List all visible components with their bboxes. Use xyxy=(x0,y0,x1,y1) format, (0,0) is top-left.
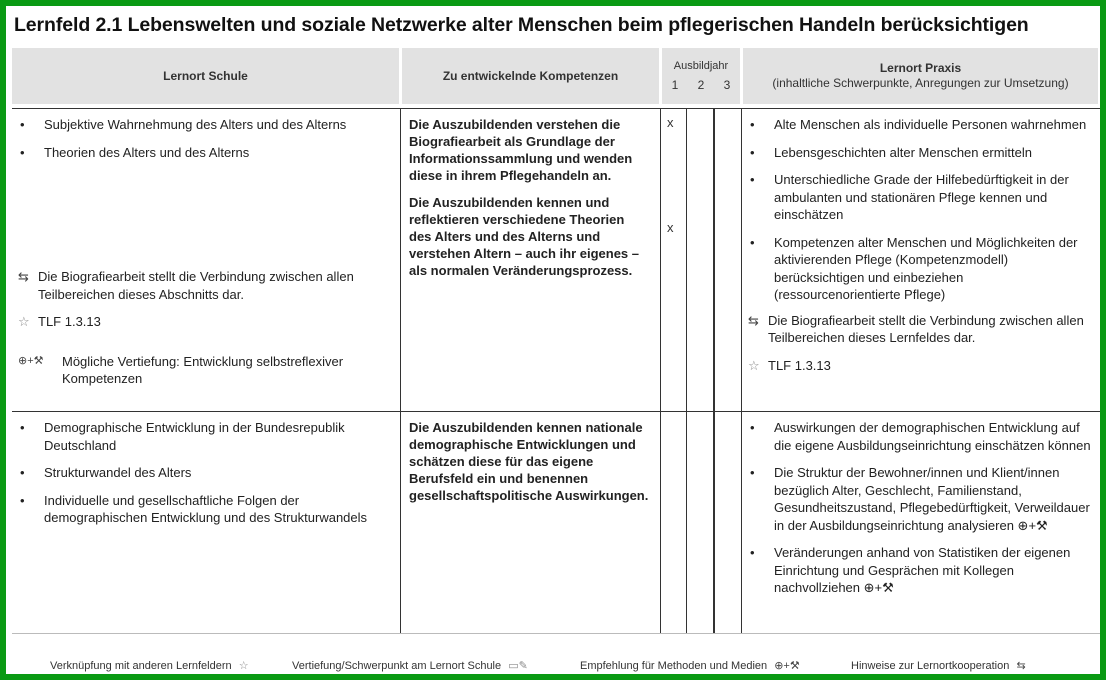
legend-text: Verknüpfung mit anderen Lernfeldern xyxy=(50,660,232,672)
note-text: Die Biografiearbeit stellt die Verbindung zwischen allen Teilbereichen dieses Lernfeldes dar. xyxy=(768,312,1084,345)
list-item: • Strukturwandel des Alters xyxy=(18,464,388,482)
praxis-subtitle: (inhaltliche Schwerpunkte, Anregungen zur Umsetzung) xyxy=(772,76,1069,90)
row1-schule-notes xyxy=(18,268,388,398)
book-pen-icon: ▭✎ xyxy=(508,660,528,672)
note-text: Die Biografiearbeit stellt die Verbindung zwischen allen Teilbereichen dieses Abschnitts dar. xyxy=(38,269,354,302)
jahr-2: 2 xyxy=(697,78,705,92)
praxis-title: Lernort Praxis xyxy=(879,61,962,75)
ausbildungsjahr-label: Ausbildjahr xyxy=(673,60,729,72)
star-icon: ☆ xyxy=(748,357,760,373)
column-divider xyxy=(741,108,742,633)
list-item: • Theorien des Alters und des Alterns xyxy=(18,144,388,162)
kompetenz-text: Die Auszubildenden kennen und reflektieren verschiedene Theorien des Alters und des Alterns und verstehen Altern – auch ihr eigenes – als normalen Veränderungsprozess. xyxy=(409,195,639,278)
note-text: TLF 1.3.13 xyxy=(38,314,101,329)
list-item: • Unterschiedliche Grade der Hilfebedürftigkeit in der ambulanten und stationären Pflege kennen und einschätzen xyxy=(748,171,1092,224)
jahr-3: 3 xyxy=(723,78,731,92)
legend-item xyxy=(851,659,1026,672)
header-kompetenzen: Zu entwickelnde Kompetenzen xyxy=(402,48,659,104)
legend-text: Empfehlung für Methoden und Medien xyxy=(580,660,768,672)
header-lernort-schule: Lernort Schule xyxy=(12,48,399,104)
note-text: Mögliche Vertiefung: Entwicklung selbstreflexiver Kompetenzen xyxy=(62,353,344,386)
table-line xyxy=(12,633,1100,634)
table-line xyxy=(12,108,1100,109)
legend-text: Vertiefung/Schwerpunkt am Lernort Schule xyxy=(292,660,502,672)
legend-item xyxy=(580,659,800,672)
methoden-icon: ⊕+⚒ xyxy=(18,354,44,367)
table-line xyxy=(12,411,1100,412)
methoden-icon: ⊕+⚒ xyxy=(774,660,800,672)
note-text: TLF 1.3.13 xyxy=(768,357,831,373)
jahr-1: 1 xyxy=(671,78,679,92)
lernortkooperation-icon: ⇆ xyxy=(748,312,759,328)
list-item: • Individuelle und gesellschaftliche Folgen der demographischen Entwicklung und des Strukturwandels xyxy=(18,492,388,527)
list-item: • Lebensgeschichten alter Menschen ermitteln xyxy=(748,144,1092,162)
kompetenz-text: Die Auszubildenden verstehen die Biografiearbeit als Grundlage der Informationssammlung und wenden diese in ihrem Pflegehandeln an. xyxy=(409,117,633,183)
list-item: • Subjektive Wahrnehmung des Alters und des Alterns xyxy=(18,116,388,134)
list-item: • Auswirkungen der demographischen Entwicklung auf die eigene Ausbildungseinrichtung einschätzen können xyxy=(748,419,1092,454)
star-icon: ☆ xyxy=(18,314,30,329)
row1-schule xyxy=(18,116,388,171)
column-divider xyxy=(660,108,661,633)
lernortkooperation-icon: ⇆ xyxy=(1016,660,1026,672)
row2-schule xyxy=(18,419,388,537)
row1-praxis xyxy=(748,116,1092,384)
list-item: • Demographische Entwicklung in der Bundesrepublik Deutschland xyxy=(18,419,388,454)
legend-text: Hinweise zur Lernortkooperation xyxy=(851,660,1010,672)
ausbildungsjahr-mark: x xyxy=(667,220,674,235)
list-item: • Veränderungen anhand von Statistiken der eigenen Einrichtung und Gesprächen mit Kollegen nachvollziehen ⊕+⚒ xyxy=(748,544,1092,597)
legend-item xyxy=(50,659,249,672)
legend-item xyxy=(292,659,528,672)
row1-kompetenzen xyxy=(409,116,649,289)
list-item: • Alte Menschen als individuelle Personen wahrnehmen xyxy=(748,116,1092,134)
lernortkooperation-icon: ⇆ xyxy=(18,269,29,284)
column-divider xyxy=(713,108,715,633)
page-title: Lernfeld 2.1 Lebenswelten und soziale Netzwerke alter Menschen beim pflegerischen Handeln berücksichtigen xyxy=(14,14,1029,36)
kompetenz-text: Die Auszubildenden kennen nationale demographische Entwicklungen und schätzen diese für das eigene Berufsfeld ein und benennen gesellschaftspolitische Auswirkungen. xyxy=(409,420,649,503)
list-item: • Die Struktur der Bewohner/innen und Klient/innen bezüglich Alter, Geschlecht, Familienstand, Gesundheitszustand, Pflegebedürftigkeit, Verweildauer in der Ausbildungseinrichtung analysieren ⊕+⚒ xyxy=(748,464,1092,534)
row2-praxis xyxy=(748,419,1092,607)
list-item: • Kompetenzen alter Menschen und Möglichkeiten der aktivierenden Pflege (Kompetenzmodell) berücksichtigen und einbeziehen (ressourcenorientierte Pflege) xyxy=(748,234,1092,304)
header-ausbildungsjahr xyxy=(662,48,740,104)
header-lernort-praxis xyxy=(743,48,1098,104)
column-divider xyxy=(686,108,687,633)
column-divider xyxy=(400,108,401,633)
row2-kompetenzen xyxy=(409,419,649,514)
ausbildungsjahr-mark: x xyxy=(667,115,674,130)
star-icon: ☆ xyxy=(238,660,249,672)
